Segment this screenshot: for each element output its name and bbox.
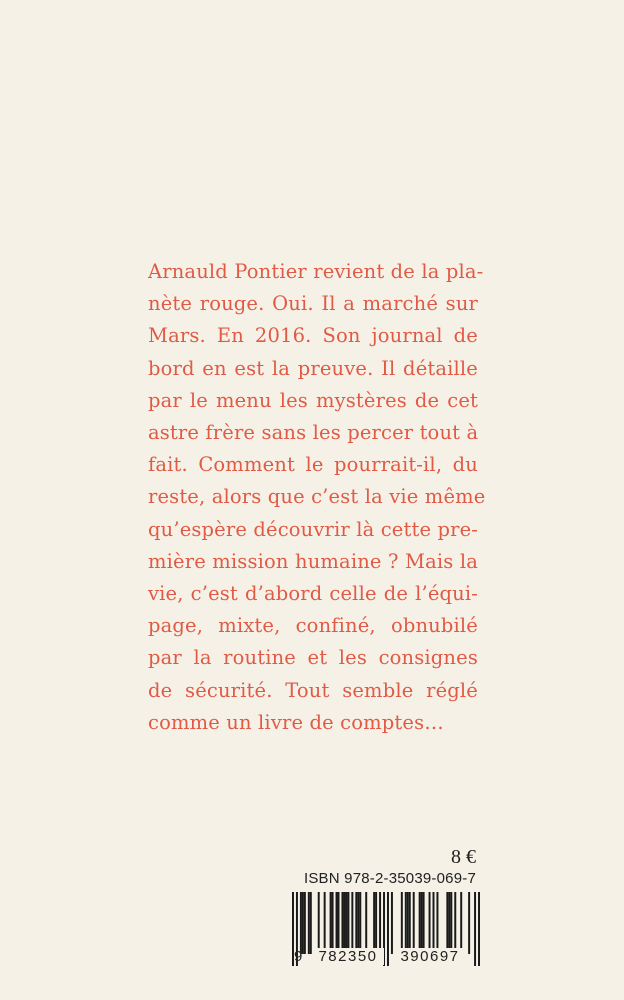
blurb-line: nète rouge. Oui. Il a marché sur [148,292,478,316]
blurb-line: page, mixte, confiné, obnubilé [148,614,478,638]
barcode-bar [429,892,431,954]
barcode-bar [448,892,450,954]
blurb-line: de sécurité. Tout semble réglé [148,678,478,702]
barcode-bar [468,892,470,954]
barcode-bar [391,892,393,954]
blurb-line: reste, alors que c’est la vie même [148,485,486,509]
barcode-bar [460,892,462,954]
barcode-bar [375,892,377,954]
barcode-bar [318,892,320,954]
barcode-digits [294,948,480,972]
barcode-bar [446,892,448,954]
barcode-bar [347,892,349,954]
barcode-bar [433,892,435,954]
blurb-line: par le menu les mystères de cet [148,388,478,412]
barcode-bar [423,892,425,954]
barcode-bar [407,892,409,954]
barcode-bar [421,892,423,954]
barcode-digits-right: 390697 [393,948,467,965]
barcode-bar [330,892,332,954]
barcode-bar [345,892,347,954]
barcode-digits-left: 782350 [312,948,384,965]
barcode-bar [304,892,306,954]
barcode-bar [338,892,340,954]
blurb-line: fait. Comment le pourrait-il, du [148,453,478,477]
blurb-line: comme un livre de comptes… [148,710,444,734]
barcode-bar [343,892,345,954]
price-label: 8 € [451,846,476,868]
barcode-bar [300,892,302,954]
barcode-bar [419,892,421,954]
barcode-bar [357,892,359,954]
barcode-bar [379,892,381,954]
barcode-bar [359,892,361,954]
barcode-bar [401,892,403,954]
barcode-bar [324,892,326,954]
barcode-bar [336,892,338,954]
barcode-bar [302,892,304,954]
isbn-label: ISBN 978-2-35039-069-7 [303,870,476,887]
blurb-line: Arnauld Pontier revient de la pla- [148,260,484,283]
blurb-text [148,256,486,739]
barcode-digit-first: 9 [294,948,303,965]
blurb-line: qu’espère découvrir là cette pre- [148,517,479,541]
barcode-bar [310,892,312,954]
barcode-bar [341,892,343,954]
blurb-line: astre frère sans les percer tout à [148,421,479,445]
blurb-line: vie, c’est d’abord celle de l’équi- [148,582,478,606]
blurb-line: Mars. En 2016. Son journal de [148,324,478,348]
barcode-bar [405,892,407,954]
barcode-bar [332,892,334,954]
barcode-bar [413,892,415,954]
barcode-bar [373,892,375,954]
blurb-line: bord en est la preuve. Il détaille [148,356,478,380]
blurb-line: par la routine et les consignes [148,646,478,670]
blurb-line: mière mission humaine ? Mais la [148,549,478,573]
barcode-bar [355,892,357,954]
barcode-bar [351,892,353,954]
barcode-bar [454,892,456,954]
barcode-bar [308,892,310,954]
barcode-bar [409,892,411,954]
barcode-bar [436,892,438,954]
barcode-bar [365,892,367,954]
barcode-bar [450,892,452,954]
